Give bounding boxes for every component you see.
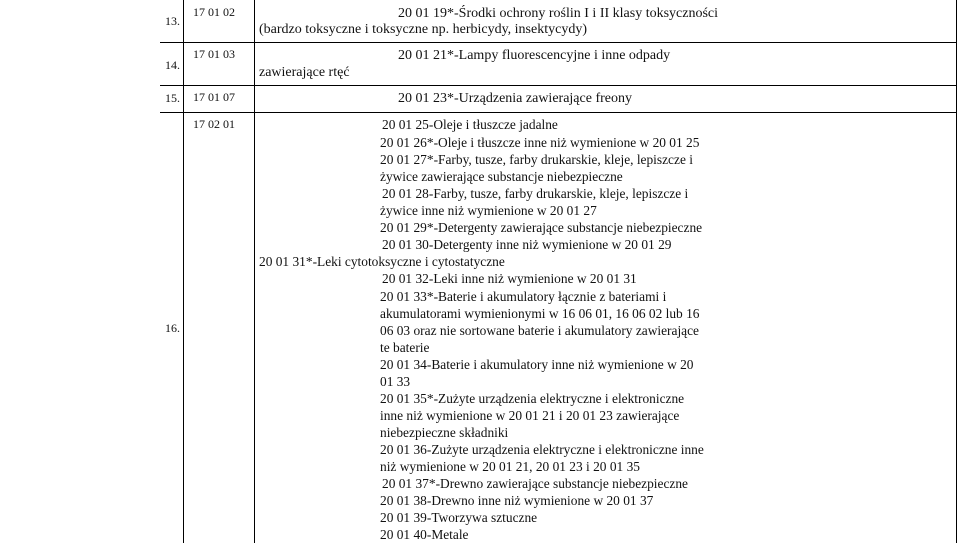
row-number-13: 13. xyxy=(165,14,180,28)
description-line: (bardzo toksyczne i toksyczne np. herbicydy, insektycydy) xyxy=(259,22,587,37)
description-line: 20 01 32-Leki inne niż wymienione w 20 01 31 xyxy=(382,271,637,286)
description-line: 20 01 29*-Detergenty zawierające substancje niebezpieczne xyxy=(380,220,703,235)
column-divider xyxy=(956,0,957,543)
description-line: 20 01 27*-Farby, tusze, farby drukarskie, kleje, lepiszcze i xyxy=(380,152,693,167)
row-number-15: 15. xyxy=(165,91,180,105)
description-line: 20 01 40-Metale xyxy=(380,527,469,542)
description-line: niebezpieczne składniki xyxy=(380,425,509,440)
description-line: żywice inne niż wymienione w 20 01 27 xyxy=(380,203,597,218)
description-line: 20 01 36-Zużyte urządzenia elektryczne i elektroniczne inne xyxy=(380,442,704,457)
waste-code-17-01-02: 17 01 02 xyxy=(193,5,235,19)
row-divider xyxy=(160,42,957,43)
description-line: 20 01 37*-Drewno zawierające substancje niebezpieczne xyxy=(382,476,688,491)
description-line: 20 01 25-Oleje i tłuszcze jadalne xyxy=(382,117,558,132)
description-line: 06 03 oraz nie sortowane baterie i akumulatory zawierające xyxy=(380,323,699,338)
description-line: 20 01 28-Farby, tusze, farby drukarskie, kleje, lepiszcze i xyxy=(382,186,689,201)
description-line: 20 01 31*-Leki cytotoksyczne i cytostatyczne xyxy=(259,254,505,269)
description-line: 01 33 xyxy=(380,374,411,389)
description-line: 20 01 30-Detergenty inne niż wymienione w 20 01 29 xyxy=(382,237,672,252)
waste-code-17-01-07: 17 01 07 xyxy=(193,90,235,104)
row-divider xyxy=(160,112,957,113)
description-line: 20 01 39-Tworzywa sztuczne xyxy=(380,510,538,525)
description-line: niż wymienione w 20 01 21, 20 01 23 i 20 01 35 xyxy=(380,459,640,474)
description-line: 20 01 19*-Środki ochrony roślin I i II klasy toksyczności xyxy=(398,6,719,21)
description-line: żywice zawierające substancje niebezpieczne xyxy=(380,169,623,184)
description-line: 20 01 23*-Urządzenia zawierające freony xyxy=(398,91,632,106)
row-number-16: 16. xyxy=(165,321,180,335)
description-line: 20 01 38-Drewno inne niż wymienione w 20 01 37 xyxy=(380,493,654,508)
description-line: 20 01 34-Baterie i akumulatory inne niż wymienione w 20 xyxy=(380,357,694,372)
description-line: inne niż wymienione w 20 01 21 i 20 01 23 zawierające xyxy=(380,408,680,423)
description-line: 20 01 26*-Oleje i tłuszcze inne niż wymienione w 20 01 25 xyxy=(380,135,700,150)
description-line: 20 01 33*-Baterie i akumulatory łącznie z bateriami i xyxy=(380,289,667,304)
row-divider xyxy=(160,85,957,86)
row-number-14: 14. xyxy=(165,58,180,72)
description-line: te baterie xyxy=(380,340,430,355)
waste-code-17-01-03: 17 01 03 xyxy=(193,47,235,61)
waste-code-17-02-01: 17 02 01 xyxy=(193,117,235,131)
column-divider xyxy=(254,0,255,543)
description-line: akumulatorami wymienionymi w 16 06 01, 16 06 02 lub 16 xyxy=(380,306,700,321)
column-divider xyxy=(183,0,184,543)
description-line: zawierające rtęć xyxy=(259,65,350,80)
description-line: 20 01 21*-Lampy fluorescencyjne i inne odpady xyxy=(398,48,671,63)
description-line: 20 01 35*-Zużyte urządzenia elektryczne i elektroniczne xyxy=(380,391,685,406)
